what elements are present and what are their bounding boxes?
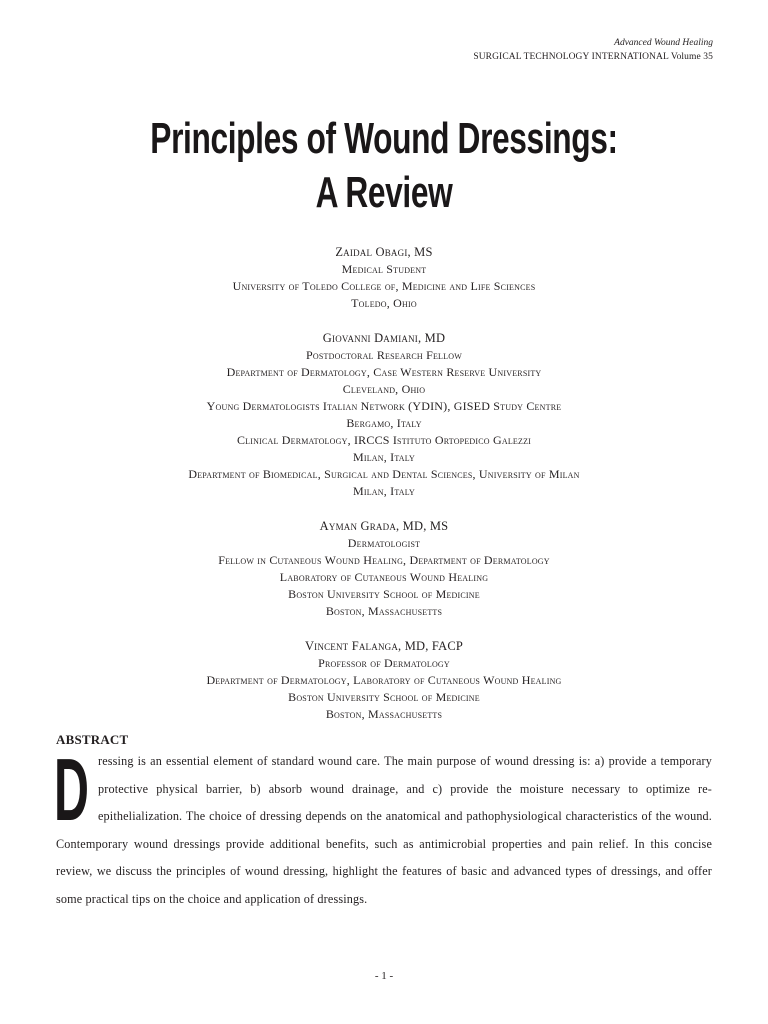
author-block <box>0 330 768 500</box>
running-head-section: Advanced Wound Healing <box>614 38 713 48</box>
author-affiliation-line: Boston University School of Medicine <box>288 690 480 704</box>
author-affiliation-line: Professor of Dermatology <box>318 656 450 670</box>
running-head-journal: SURGICAL TECHNOLOGY INTERNATIONAL Volume 35 <box>473 52 713 62</box>
author-affiliation-line: Department of Biomedical, Surgical and Dental Sciences, University of Milan <box>188 467 580 481</box>
author-name: Zaidal Obagi, MS <box>335 245 433 259</box>
abstract-body <box>54 740 712 913</box>
author-block <box>0 638 768 723</box>
author-affiliation-line: Department of Dermatology, Laboratory of Cutaneous Wound Healing <box>206 673 562 687</box>
author-affiliation-line: Laboratory of Cutaneous Wound Healing <box>279 570 489 584</box>
author-affiliation-line: Postdoctoral Research Fellow <box>306 348 462 362</box>
article-title <box>108 112 661 220</box>
author-affiliation-line: Dermatologist <box>347 536 421 550</box>
author-affiliation-line: Young Dermatologists Italian Network (YDIN), GISED Study Centre <box>206 399 562 413</box>
title-line-1: Principles of Wound Dressings: <box>150 114 618 163</box>
drop-cap: D <box>54 740 90 839</box>
abstract-heading: ABSTRACT <box>56 732 129 747</box>
author-affiliations <box>0 244 768 741</box>
author-affiliation-line: Cleveland, Ohio <box>342 382 426 396</box>
author-affiliation-line: Bergamo, Italy <box>346 416 422 430</box>
author-block <box>0 244 768 312</box>
author-affiliation-line: Boston, Massachusetts <box>325 707 443 721</box>
page-number: - 1 - <box>374 970 394 982</box>
author-affiliation-line: Boston University School of Medicine <box>288 587 480 601</box>
author-affiliation-line: Boston, Massachusetts <box>325 604 443 618</box>
author-affiliation-line: Clinical Dermatology, IRCCS Istituto Ortopedico Galezzi <box>236 433 532 447</box>
running-head <box>473 36 713 64</box>
author-block <box>0 518 768 620</box>
author-name: Giovanni Damiani, MD <box>322 331 446 345</box>
author-affiliation-line: Milan, Italy <box>352 450 416 464</box>
author-name: Ayman Grada, MD, MS <box>319 519 449 533</box>
author-name: Vincent Falanga, MD, FACP <box>304 639 464 653</box>
title-line-2: A Review <box>315 168 453 217</box>
author-affiliation-line: Fellow in Cutaneous Wound Healing, Department of Dermatology <box>218 553 550 567</box>
abstract-text: ressing is an essential element of standard wound care. The main purpose of wound dressing is: a) provide a temporary protective physical barrier, b) absorb wound drainage, and c) provide the moisture necessary to optimize re-epithelialization. The choice of dressing depends on the anatomical and pathophysiological characteristics of the wound. Contemporary wound dressings provide additional benefits, such as antimicrobial properties and pain relief. In this concise review, we discuss the principles of wound dressing, highlight the features of basic and advanced types of dressings, and offer some practical tips on the choice and application of dressings. <box>56 754 712 906</box>
author-affiliation-line: Milan, Italy <box>352 484 416 498</box>
author-affiliation-line: University of Toledo College of, Medicine and Life Sciences <box>232 279 536 293</box>
author-affiliation-line: Department of Dermatology, Case Western Reserve University <box>226 365 542 379</box>
author-affiliation-line: Toledo, Ohio <box>351 296 417 310</box>
author-affiliation-line: Medical Student <box>341 262 427 276</box>
